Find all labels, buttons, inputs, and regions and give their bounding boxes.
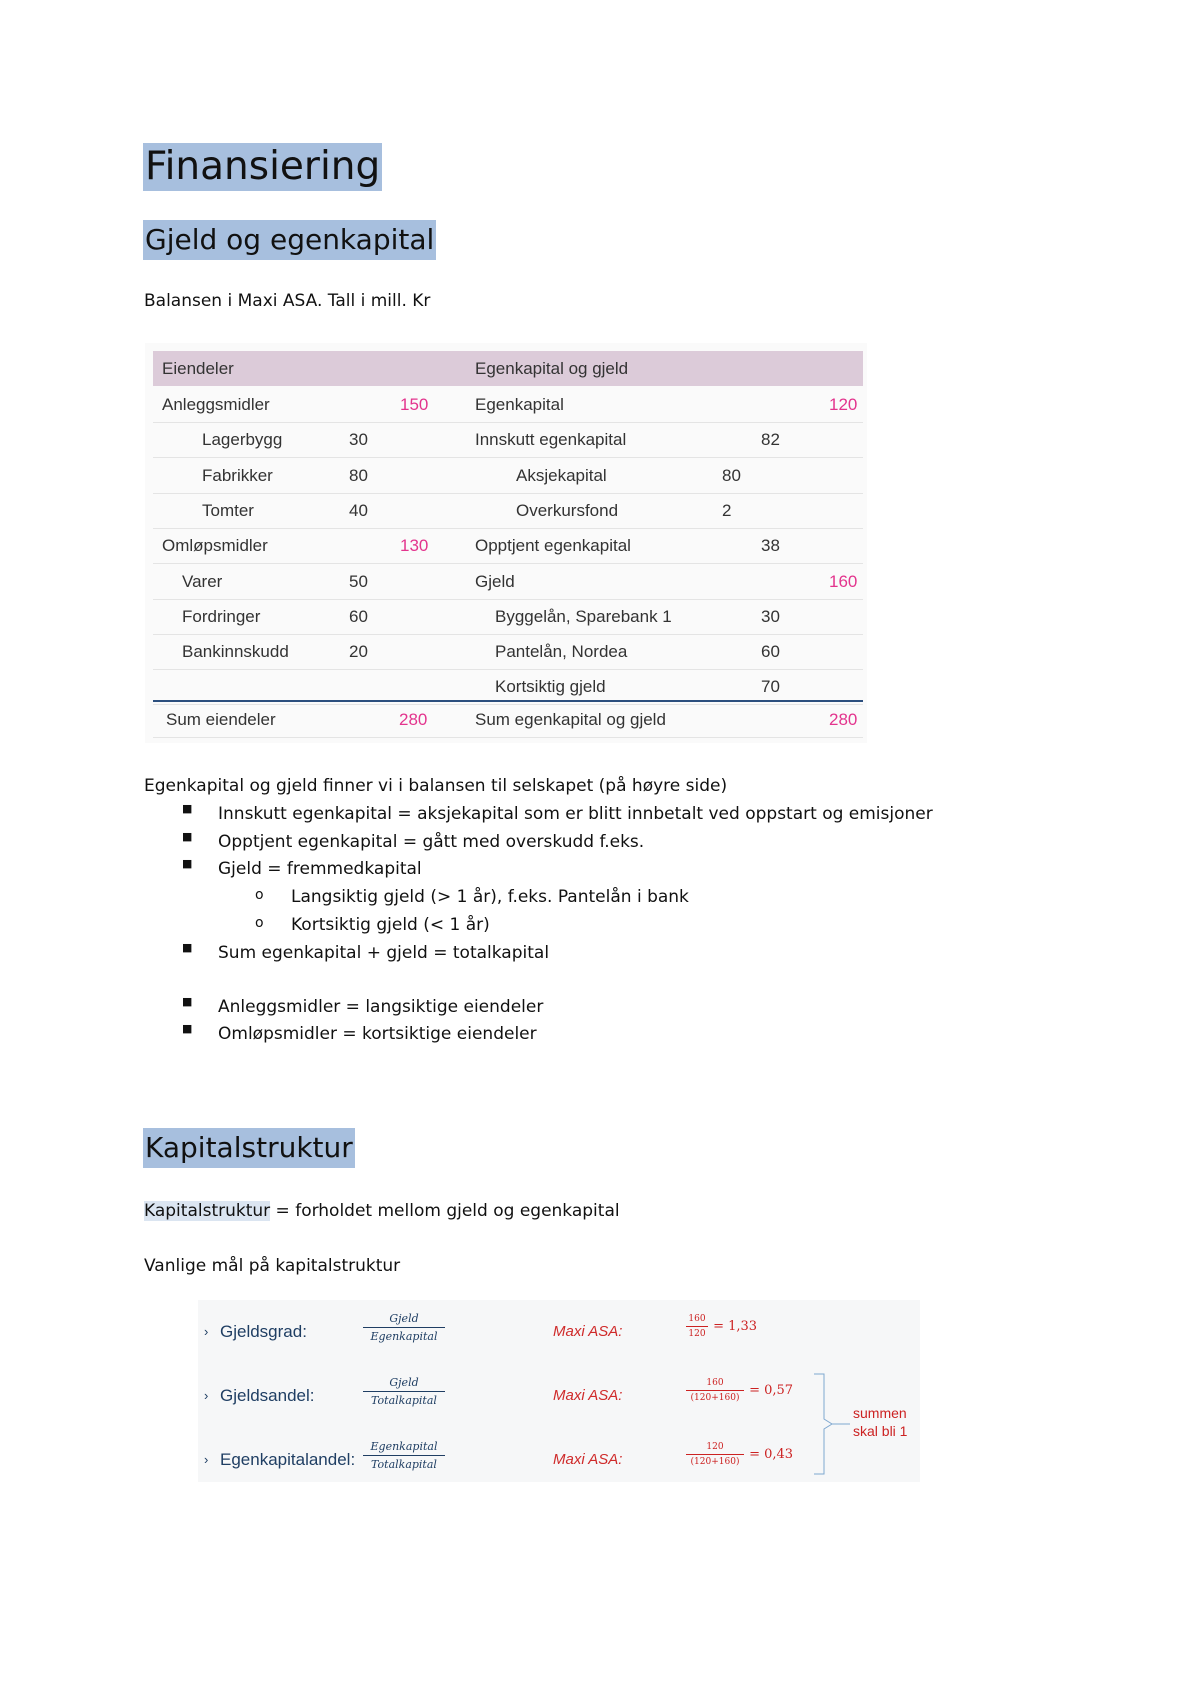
ratio-formula [363, 1312, 445, 1343]
explanation-lead: Egenkapital og gjeld finner vi i balansen til selskapet (på høyre side) [144, 776, 728, 796]
sum-brace-icon [812, 1372, 852, 1482]
right-label: Innskutt egenkapital [475, 430, 627, 450]
header-right: Egenkapital og gjeld [475, 359, 629, 378]
left-total: 150 [400, 395, 429, 414]
balance-row [153, 493, 863, 529]
header-left: Eiendeler [162, 359, 234, 378]
right-subvalue: 82 [761, 430, 780, 450]
left-label: Varer [182, 571, 223, 591]
balance-row [153, 422, 863, 458]
sub-bullet-marker: o [255, 887, 264, 903]
left-label: Fordringer [182, 606, 261, 626]
balance-sum-row [153, 700, 863, 738]
left-value: 50 [349, 571, 368, 591]
right-label: Opptjent egenkapital [475, 536, 631, 556]
calc-denominator: 120 [688, 1329, 706, 1339]
bullet-2: Opptjent egenkapital = gått med overskudd f.eks. [218, 832, 645, 852]
balance-table [145, 343, 867, 743]
balance-row [153, 387, 863, 423]
bullet-marker: ■ [182, 1022, 193, 1035]
sub-bullet-2: Kortsiktig gjeld (< 1 år) [291, 915, 490, 935]
sub-bullet-marker: o [255, 915, 264, 931]
ratio-calculation [686, 1314, 757, 1339]
page-title: Finansiering [145, 144, 381, 189]
bullet-1: Innskutt egenkapital = aksjekapital som er blitt innbetalt ved oppstart og emisjoner [218, 804, 933, 824]
ratio-label: Egenkapitalandel: [220, 1450, 356, 1469]
bullet-marker: ■ [182, 830, 193, 843]
left-label: Tomter [202, 500, 254, 520]
ratio-label: Gjeldsandel: [220, 1386, 315, 1405]
ratio-figure [198, 1300, 920, 1482]
ratio-result: = 0,43 [749, 1447, 794, 1462]
formula-denominator: Totalkapital [371, 1394, 437, 1407]
definition-term: Kapitalstruktur [144, 1201, 271, 1221]
left-label: Lagerbygg [202, 430, 283, 450]
right-total: 120 [829, 395, 858, 414]
ratio-calculation [686, 1378, 793, 1403]
calc-denominator: (120+160) [690, 1393, 740, 1403]
ratio-calculation [686, 1442, 793, 1467]
balance-row [153, 599, 863, 635]
left-value: 20 [349, 642, 368, 662]
left-value: 60 [349, 606, 368, 626]
left-label: Omløpsmidler [162, 536, 268, 556]
formula-denominator: Totalkapital [371, 1458, 437, 1471]
right-subvalue: 80 [722, 465, 741, 485]
right-subvalue: 70 [761, 677, 780, 697]
calc-numerator: 160 [688, 1314, 706, 1324]
definition-text: = forholdet mellom gjeld og egenkapital [270, 1201, 620, 1221]
ratio-label: Gjeldsgrad: [220, 1322, 307, 1341]
chevron-right-icon: › [204, 1452, 209, 1467]
ratio-result: = 0,57 [749, 1383, 794, 1398]
right-label: Gjeld [475, 571, 515, 591]
right-total: 160 [829, 571, 858, 591]
right-label: Aksjekapital [516, 465, 607, 485]
balance-row [153, 564, 863, 600]
calc-denominator: (120+160) [690, 1457, 740, 1467]
section-heading-gjeld: Gjeld og egenkapital [143, 220, 436, 260]
left-value: 40 [349, 500, 368, 520]
bullet-4: Sum egenkapital + gjeld = totalkapital [218, 943, 550, 963]
ratio-result: = 1,33 [713, 1319, 758, 1334]
right-label: Byggelån, Sparebank 1 [495, 606, 672, 626]
sum-right-value: 280 [829, 710, 858, 729]
formula-numerator: Gjeld [389, 1312, 419, 1325]
sum-left-value: 280 [399, 710, 428, 729]
formula-numerator: Gjeld [389, 1376, 419, 1389]
sum-note-line-2: skal bli 1 [853, 1423, 908, 1439]
formula-numerator: Egenkapital [370, 1440, 438, 1453]
ratio-company: Maxi ASA: [553, 1451, 623, 1468]
left-label: Fabrikker [202, 465, 273, 485]
ratio-company: Maxi ASA: [553, 1387, 623, 1404]
bullet-3: Gjeld = fremmedkapital [218, 859, 422, 879]
sub-bullet-1: Langsiktig gjeld (> 1 år), f.eks. Pantelån i bank [291, 887, 689, 907]
left-total: 130 [400, 536, 429, 556]
bullet-marker: ■ [182, 802, 193, 815]
balance-intro: Balansen i Maxi ASA. Tall i mill. Kr [144, 291, 431, 311]
right-label: Egenkapital [475, 395, 564, 414]
definition [144, 1201, 620, 1221]
right-subvalue: 30 [761, 606, 780, 626]
right-subvalue: 2 [722, 500, 732, 520]
right-subvalue: 38 [761, 536, 780, 556]
left-label: Bankinnskudd [182, 642, 289, 662]
ratio-formula [363, 1376, 445, 1407]
bullet-marker: ■ [182, 941, 193, 954]
balance-row [153, 528, 863, 564]
measures-intro: Vanlige mål på kapitalstruktur [144, 1256, 401, 1276]
left-label: Anleggsmidler [162, 395, 270, 414]
sum-note-line-1: summen [853, 1405, 907, 1421]
section-heading-kapitalstruktur: Kapitalstruktur [143, 1128, 355, 1168]
bullet-marker: ■ [182, 995, 193, 1008]
right-subvalue: 60 [761, 642, 780, 662]
calc-numerator: 160 [706, 1378, 724, 1388]
right-label: Pantelån, Nordea [495, 642, 628, 662]
ratio-formula [363, 1440, 445, 1471]
left-value: 80 [349, 465, 368, 485]
balance-header-row [153, 351, 863, 386]
sum-note [853, 1404, 907, 1440]
right-label: Kortsiktig gjeld [495, 677, 606, 697]
bullet-marker: ■ [182, 857, 193, 870]
left-value: 30 [349, 430, 368, 450]
bullet-6: Omløpsmidler = kortsiktige eiendeler [218, 1024, 537, 1044]
formula-denominator: Egenkapital [370, 1330, 438, 1343]
ratio-company: Maxi ASA: [553, 1323, 623, 1340]
chevron-right-icon: › [204, 1324, 209, 1339]
sum-left-label: Sum eiendeler [166, 710, 276, 729]
balance-row [153, 634, 863, 670]
sum-right-label: Sum egenkapital og gjeld [475, 710, 666, 729]
balance-row [153, 458, 863, 494]
chevron-right-icon: › [204, 1388, 209, 1403]
bullet-5: Anleggsmidler = langsiktige eiendeler [218, 997, 544, 1017]
calc-numerator: 120 [706, 1442, 724, 1452]
right-label: Overkursfond [516, 500, 619, 520]
